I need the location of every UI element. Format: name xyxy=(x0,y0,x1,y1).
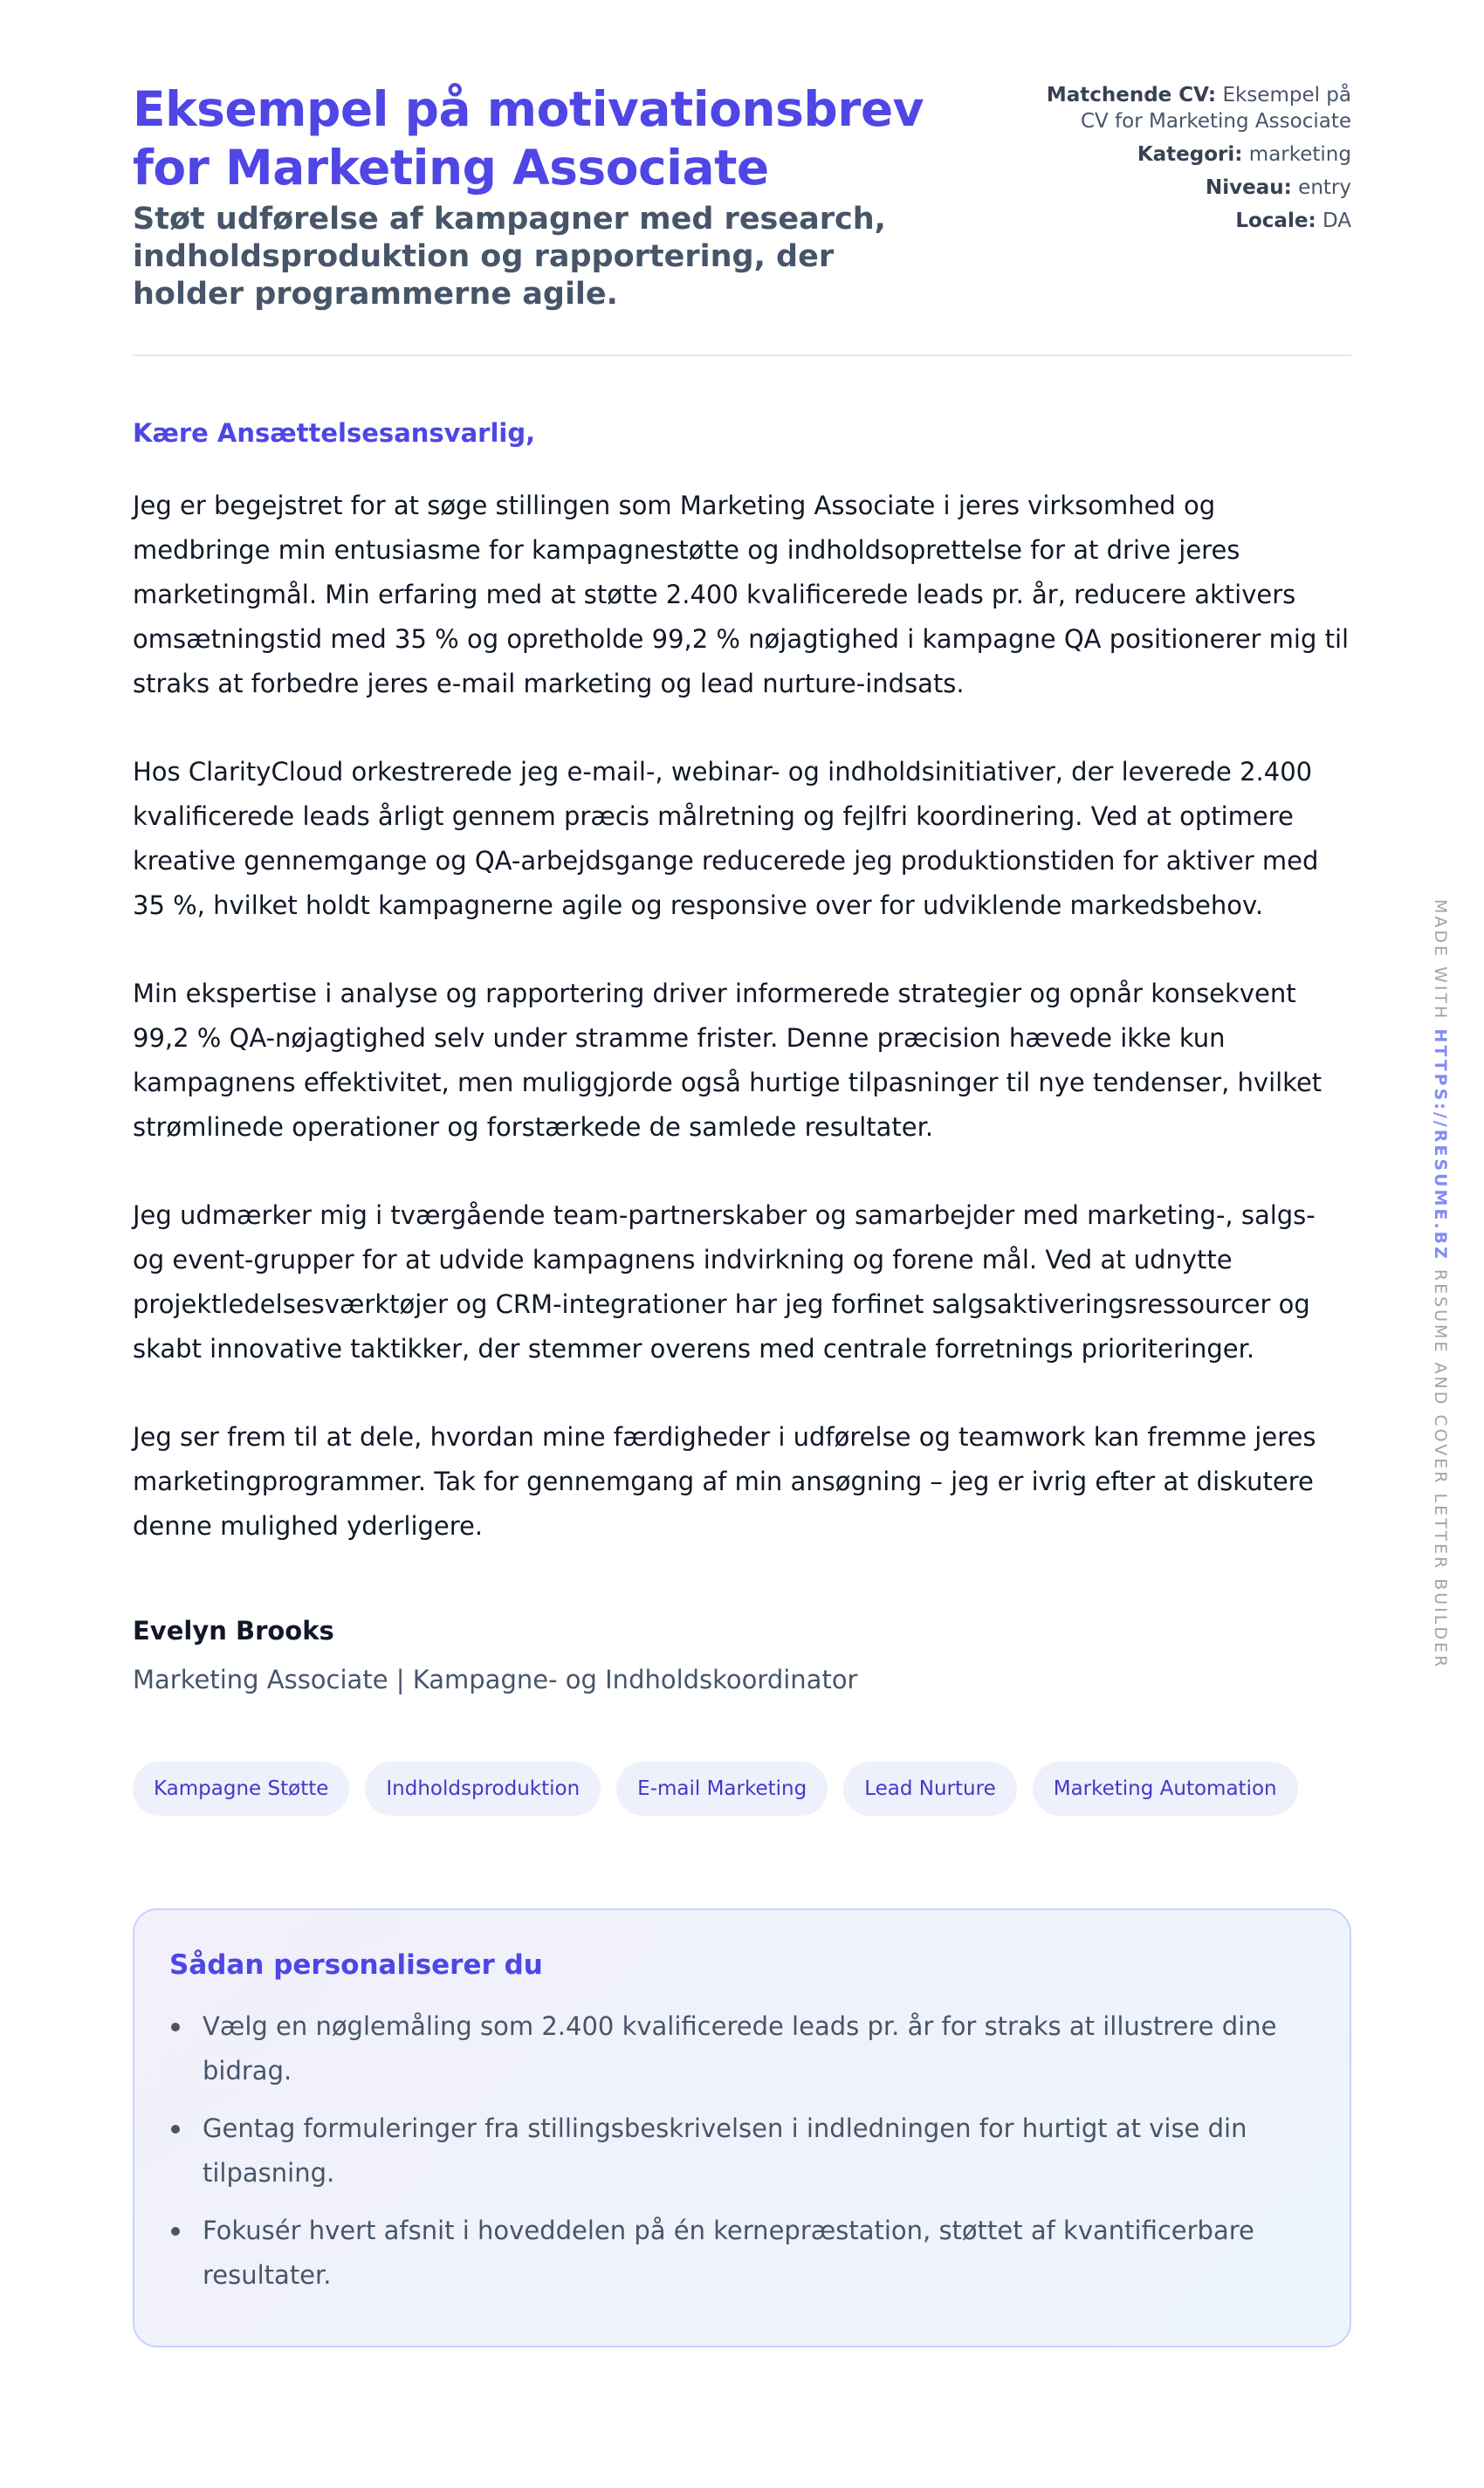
skill-tag: Indholdsproduktion xyxy=(365,1762,601,1816)
tips-list-item: Vælg en nøglemåling som 2.400 kvalificerede leads pr. år for straks at illustrere dine bidrag. xyxy=(169,2004,1315,2093)
meta-category-label: Kategori: xyxy=(1137,143,1243,166)
side-credit-suffix: RESUME AND COVER LETTER BUILDER xyxy=(1431,1261,1450,1670)
side-credit-text xyxy=(1428,899,1453,1669)
header-divider xyxy=(133,354,1351,356)
tips-list xyxy=(169,2004,1315,2298)
page-subtitle: Støt udførelse af kampagner med research, indholdsproduktion og rapportering, der holder programmerne agile. xyxy=(133,202,886,312)
salutation: Kære Ansættelsesansvarlig, xyxy=(133,418,536,448)
tips-title: Sådan personaliserer du xyxy=(169,1949,543,1981)
tips-list-item: Gentag formuleringer fra stillingsbeskrivelsen i indledningen for hurtigt at vise din tilpasning. xyxy=(169,2107,1315,2196)
meta-matching-cv-value: Eksempel på CV for Marketing Associate xyxy=(1080,84,1351,133)
signature-role: Marketing Associate | Kampagne- og Indholdskoordinator xyxy=(133,1665,858,1694)
meta-matching-cv xyxy=(1037,82,1351,134)
letter-paragraph: Min ekspertise i analyse og rapportering driver informerede strategier og opnår konsekvent 99,2 % QA-nøjagtighed selv under stramme frister. Denne præcision hævede ikke kun kampagnens effektivitet, men muliggjorde også hurtige tilpasninger til nye tendenser, hvilket strømlinede operationer og forstærkede de samlede resultater. xyxy=(133,979,1323,1142)
meta-level xyxy=(1037,175,1351,201)
letter-paragraph: Hos ClarityCloud orkestrerede jeg e-mail-, webinar- og indholdsinitiativer, der leverede 2.400 kvalificerede leads årligt gennem præcis målretning og fejlfri koordinering. Ved at optimere kreative gennemgange og QA-arbejdsgange reducerede jeg produktionstiden for aktiver med 35 %, hvilket holdt kampagnerne agile og responsive over for udviklende markedsbehov. xyxy=(133,757,1319,920)
side-credit-prefix: MADE WITH xyxy=(1431,899,1450,1029)
letter-paragraph: Jeg ser frem til at dele, hvordan mine færdigheder i udførelse og teamwork kan fremme jeres marketingprogrammer. Tak for gennemgang af min ansøgning – jeg er ivrig efter at diskutere denne mulighed yderligere. xyxy=(133,1422,1316,1541)
meta-level-label: Niveau: xyxy=(1206,176,1292,199)
meta-locale-label: Locale: xyxy=(1235,210,1316,232)
skill-tag: E-mail Marketing xyxy=(616,1762,828,1816)
letter-body xyxy=(133,484,1351,1549)
meta-locale xyxy=(1037,208,1351,234)
letter-paragraph: Jeg udmærker mig i tværgående team-partnerskaber og samarbejder med marketing-, salgs- og event-grupper for at udvide kampagnens indvirkning og forene mål. Ved at udnytte projektledelsesværktøjer og CRM-integrationer har jeg forfinet salgsaktiveringsressourcer og skabt innovative taktikker, der stemmer overens med centrale forretnings prioriteringer. xyxy=(133,1200,1316,1364)
letter-paragraph: Jeg er begejstret for at søge stillingen som Marketing Associate i jeres virksomhed og medbringe min entusiasme for kampagnestøtte og indholdsoprettelse for at drive jeres marketingmål. Min erfaring med at støtte 2.400 kvalificerede leads pr. år, reducere aktivers omsætningstid med 35 % og opretholde 99,2 % nøjagtighed i kampagne QA positionerer mig til straks at forbedre jeres e-mail marketing og lead nurture-indsats. xyxy=(133,491,1350,698)
skill-tag: Marketing Automation xyxy=(1033,1762,1298,1816)
meta-level-value: entry xyxy=(1298,176,1351,199)
signature-name: Evelyn Brooks xyxy=(133,1616,334,1646)
meta-locale-value: DA xyxy=(1322,210,1351,232)
personalization-tips-box xyxy=(133,1908,1351,2347)
meta-panel xyxy=(1037,82,1351,241)
skill-tags xyxy=(133,1762,1351,1816)
side-credit xyxy=(1423,899,1458,1670)
page-title: Eksempel på motivationsbrev for Marketing Associate xyxy=(133,81,924,196)
meta-category xyxy=(1037,141,1351,168)
meta-matching-cv-label: Matchende CV: xyxy=(1046,84,1217,107)
skill-tag: Lead Nurture xyxy=(843,1762,1017,1816)
meta-category-value: marketing xyxy=(1248,143,1351,166)
skill-tag: Kampagne Støtte xyxy=(133,1762,349,1816)
letter-header xyxy=(133,80,1351,356)
cover-letter-page xyxy=(133,80,1351,2347)
tips-list-item: Fokusér hvert afsnit i hoveddelen på én kernepræstation, støttet af kvantificerbare resultater. xyxy=(169,2209,1315,2298)
side-credit-link[interactable]: HTTPS://RESUME.BZ xyxy=(1431,1028,1450,1261)
